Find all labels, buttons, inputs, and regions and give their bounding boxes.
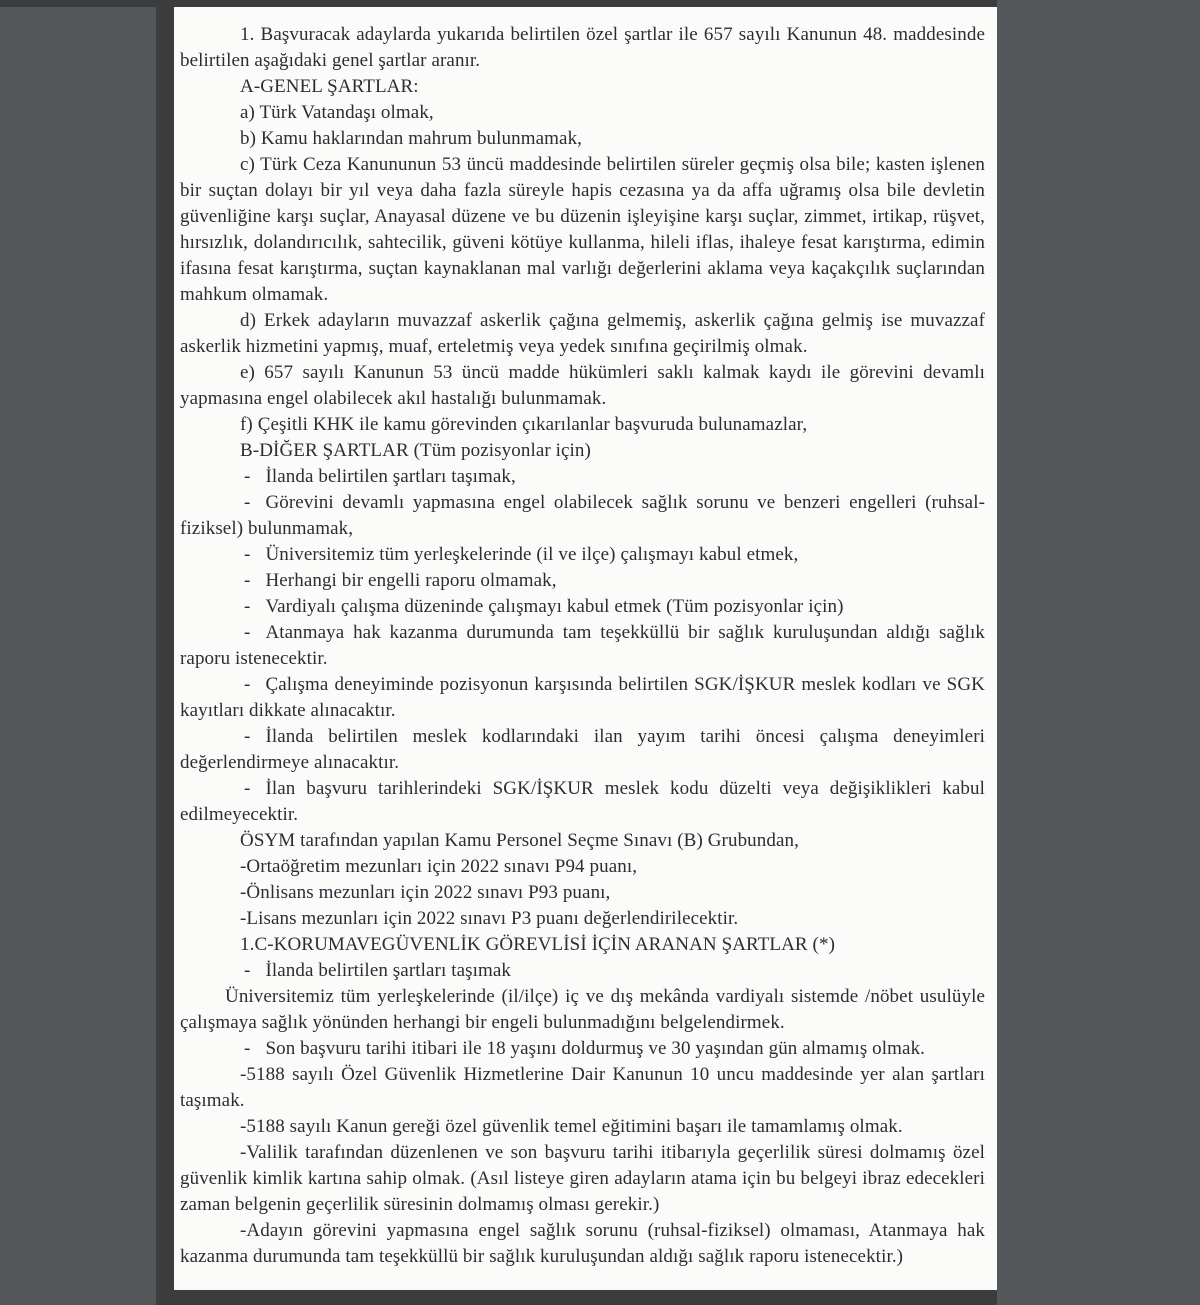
paragraph: e) 657 sayılı Kanunun 53 üncü madde hükümleri saklı kalmak kaydı ile görevini devamlı yapmasına engel olabilecek akıl hastalığı bulunmamak. [180,362,985,409]
bullet-text: Çalışma deneyiminde pozisyonun karşısında belirtilen SGK/İŞKUR meslek kodları ve SGK kayıtları dikkate alınacaktır. [180,674,985,721]
bullet-dash: - [244,778,251,799]
paragraph: -Önlisans mezunları için 2022 sınavı P93 puanı, [240,882,611,903]
bullet-text: İlan başvuru tarihlerindeki SGK/İŞKUR meslek kodu düzelti veya değişiklikleri kabul edilmeyecektir. [180,778,985,825]
paragraph: c) Türk Ceza Kanununun 53 üncü maddesinde belirtilen süreler geçmiş olsa bile; kasten işlenen bir suçtan dolayı bir yıl veya daha fazla süreyle hapis cezasına ya da affa uğramış olsa bile devletin güvenliğine karşı suçlar, Anayasal düzene ve bu düzenin işleyişine karşı suçlar, zimmet, irtikap, rüşvet, hırsızlık, dolandırıcılık, sahtecilik, güveni kötüye kullanma, hileli iflas, ihaleye fesat karıştırma, edimin ifasına fesat karıştırma, suçtan kaynaklanan mal varlığı değerlerini aklama veya kaçakçılık suçlarından mahkum olmamak. [180,154,985,305]
bullet-dash: - [244,466,251,487]
bullet-text: Son başvuru tarihi itibari ile 18 yaşını doldurmuş ve 30 yaşından gün almamış olmak. [265,1038,926,1059]
bullet-dash: - [244,960,251,981]
bullet-text: İlanda belirtilen şartları taşımak, [265,466,516,487]
bullet-dash: - [244,1038,251,1059]
scan-edge-top [0,0,997,7]
bullet-item [180,776,985,828]
paragraph: -Valilik tarafından düzenlenen ve son başvuru tarihi itibarıyla geçerlilik süresi dolmamış özel güvenlik kimlik kartına sahip olmak. (Asıl listeye giren adayların atama için bu belgeyi ibraz edecekleri zaman belgenin geçerlilik süresinin dolmamış olması gerekir.) [180,1142,985,1215]
bullet-item [180,594,985,620]
bullet-item [180,542,985,568]
bullet-item [180,490,985,542]
scan-edge-bottom [156,1290,997,1305]
paragraph: ÖSYM tarafından yapılan Kamu Personel Seçme Sınavı (B) Grubundan, [240,830,799,851]
bullet-text: İlanda belirtilen meslek kodlarındaki ilan yayım tarihi öncesi çalışma deneyimleri değerlendirmeye alınacaktır. [180,726,985,773]
bullet-dash: - [244,492,251,513]
bullet-dash: - [244,726,251,747]
document-page [174,7,997,1290]
bullet-dash: - [244,674,251,695]
paragraph: -Lisans mezunları için 2022 sınavı P3 puanı değerlendirilecektir. [240,908,739,929]
bullet-text: Üniversitemiz tüm yerleşkelerinde (il ve ilçe) çalışmayı kabul etmek, [265,544,799,565]
bullet-text: Herhangi bir engelli raporu olmamak, [265,570,557,591]
bullet-item [180,464,985,490]
bullet-dash: - [244,622,251,643]
document-body [180,22,985,1270]
paragraph: -Ortaöğretim mezunları için 2022 sınavı P94 puanı, [240,856,638,877]
bullet-item [180,672,985,724]
paragraph: Üniversitemiz tüm yerleşkelerinde (il/ilçe) iç ve dış mekânda vardiyalı sistemde /nöbet usulüyle çalışmaya sağlık yönünden herhangi bir engeli bulunmadığını belgelendirmek. [180,986,985,1033]
paragraph: -Adayın görevini yapmasına engel sağlık sorunu (ruhsal-fiziksel) olmaması, Atanmaya hak kazanma durumunda tam teşekküllü bir sağlık kuruluşundan aldığı sağlık raporu istenecektir.) [180,1220,985,1267]
paragraph: f) Çeşitli KHK ile kamu görevinden çıkarılanlar başvuruda bulunamazlar, [240,414,808,435]
bullet-text: Vardiyalı çalışma düzeninde çalışmayı kabul etmek (Tüm pozisyonlar için) [265,596,844,617]
bullet-dash: - [244,596,251,617]
bullet-item [180,620,985,672]
bullet-dash: - [244,570,251,591]
paragraph: -5188 sayılı Kanun gereği özel güvenlik temel eğitimini başarı ile tamamlamış olmak. [240,1116,903,1137]
paragraph: -5188 sayılı Özel Güvenlik Hizmetlerine Dair Kanunun 10 uncu maddesinde yer alan şartları taşımak. [180,1064,985,1111]
paragraph: d) Erkek adayların muvazzaf askerlik çağına gelmemiş, askerlik çağına gelmiş ise muvazzaf askerlik hizmetini yapmış, muaf, erteletmiş veya yedek sınıfına geçirilmiş olmak. [180,310,985,357]
paragraph: a) Türk Vatandaşı olmak, [240,102,434,123]
paragraph: 1. Başvuracak adaylarda yukarıda belirtilen özel şartlar ile 657 sayılı Kanunun 48. maddesinde belirtilen aşağıdaki genel şartlar aranır. [180,24,985,71]
bullet-item [180,724,985,776]
bullet-text: Görevini devamlı yapmasına engel olabilecek sağlık sorunu ve benzeri engelleri (ruhsal-fiziksel) bulunmamak, [180,492,985,539]
bullet-item [180,958,985,984]
paragraph: b) Kamu haklarından mahrum bulunmamak, [240,128,583,149]
bullet-item [180,568,985,594]
paragraph: A-GENEL ŞARTLAR: [240,76,419,97]
bullet-text: İlanda belirtilen şartları taşımak [265,960,511,981]
bullet-item [180,1036,985,1062]
scan-edge-left [156,0,174,1305]
paragraph: 1.C-KORUMAVEGÜVENLİK GÖREVLİSİ İÇİN ARANAN ŞARTLAR (*) [240,934,836,955]
bullet-text: Atanmaya hak kazanma durumunda tam teşekküllü bir sağlık kuruluşundan aldığı sağlık raporu istenecektir. [180,622,985,669]
bullet-dash: - [244,544,251,565]
paragraph: B-DİĞER ŞARTLAR (Tüm pozisyonlar için) [240,440,591,461]
